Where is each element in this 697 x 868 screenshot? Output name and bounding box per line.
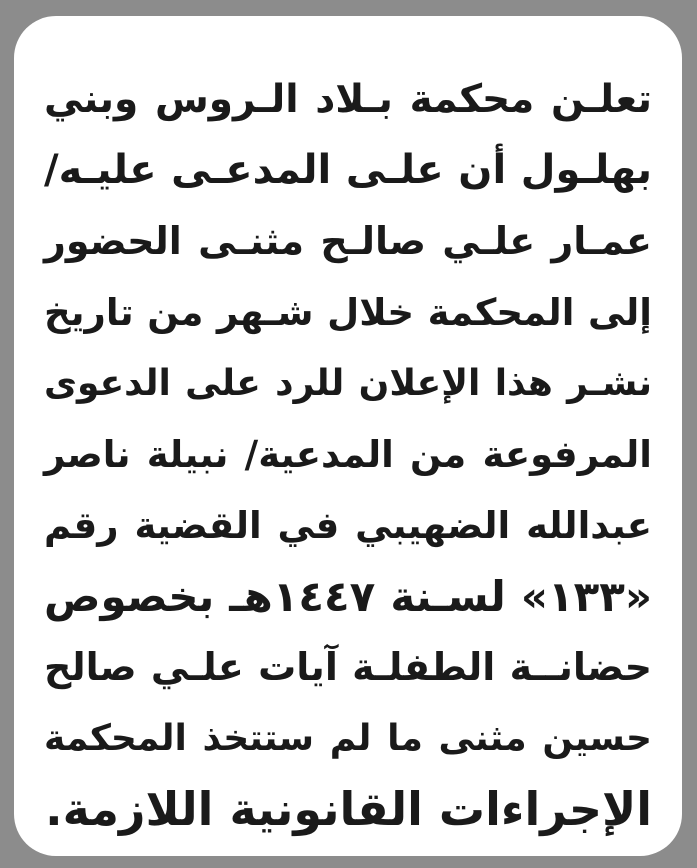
announcement-line-4: إلى المحكمة خلال شـهر من تاريخ [44,291,652,334]
announcement-line-7: عبدالله الضهيبي في القضية رقم [44,504,652,547]
announcement-line-5: نشـر هذا الإعلان للرد على الدعوى [44,363,652,404]
announcement-card [14,16,682,856]
announcement-line-8: «١٣٣» لسـنة ١٤٤٧هـ بخصوص [44,572,653,621]
announcement-line-3: عمـار علـي صالـح مثنـى الحضور [44,219,652,263]
announcement-line-10: حسين مثنى ما لم ستتخذ المحكمة [44,718,652,759]
announcement-line-1: تعلـن محكمة بـلاد الـروس وبني [44,77,652,122]
announcement-line-11: الإجراءات القانونية اللازمة. [45,782,652,836]
announcement-line-9: حضانــة الطفلـة آيات علـي صالح [44,645,652,689]
announcement-line-2: بهلـول أن علـى المدعـى عليـه/ [44,147,652,193]
court-announcement-text [44,64,652,845]
announcement-line-6: المرفوعة من المدعية/ نبيلة ناصر [44,433,652,476]
